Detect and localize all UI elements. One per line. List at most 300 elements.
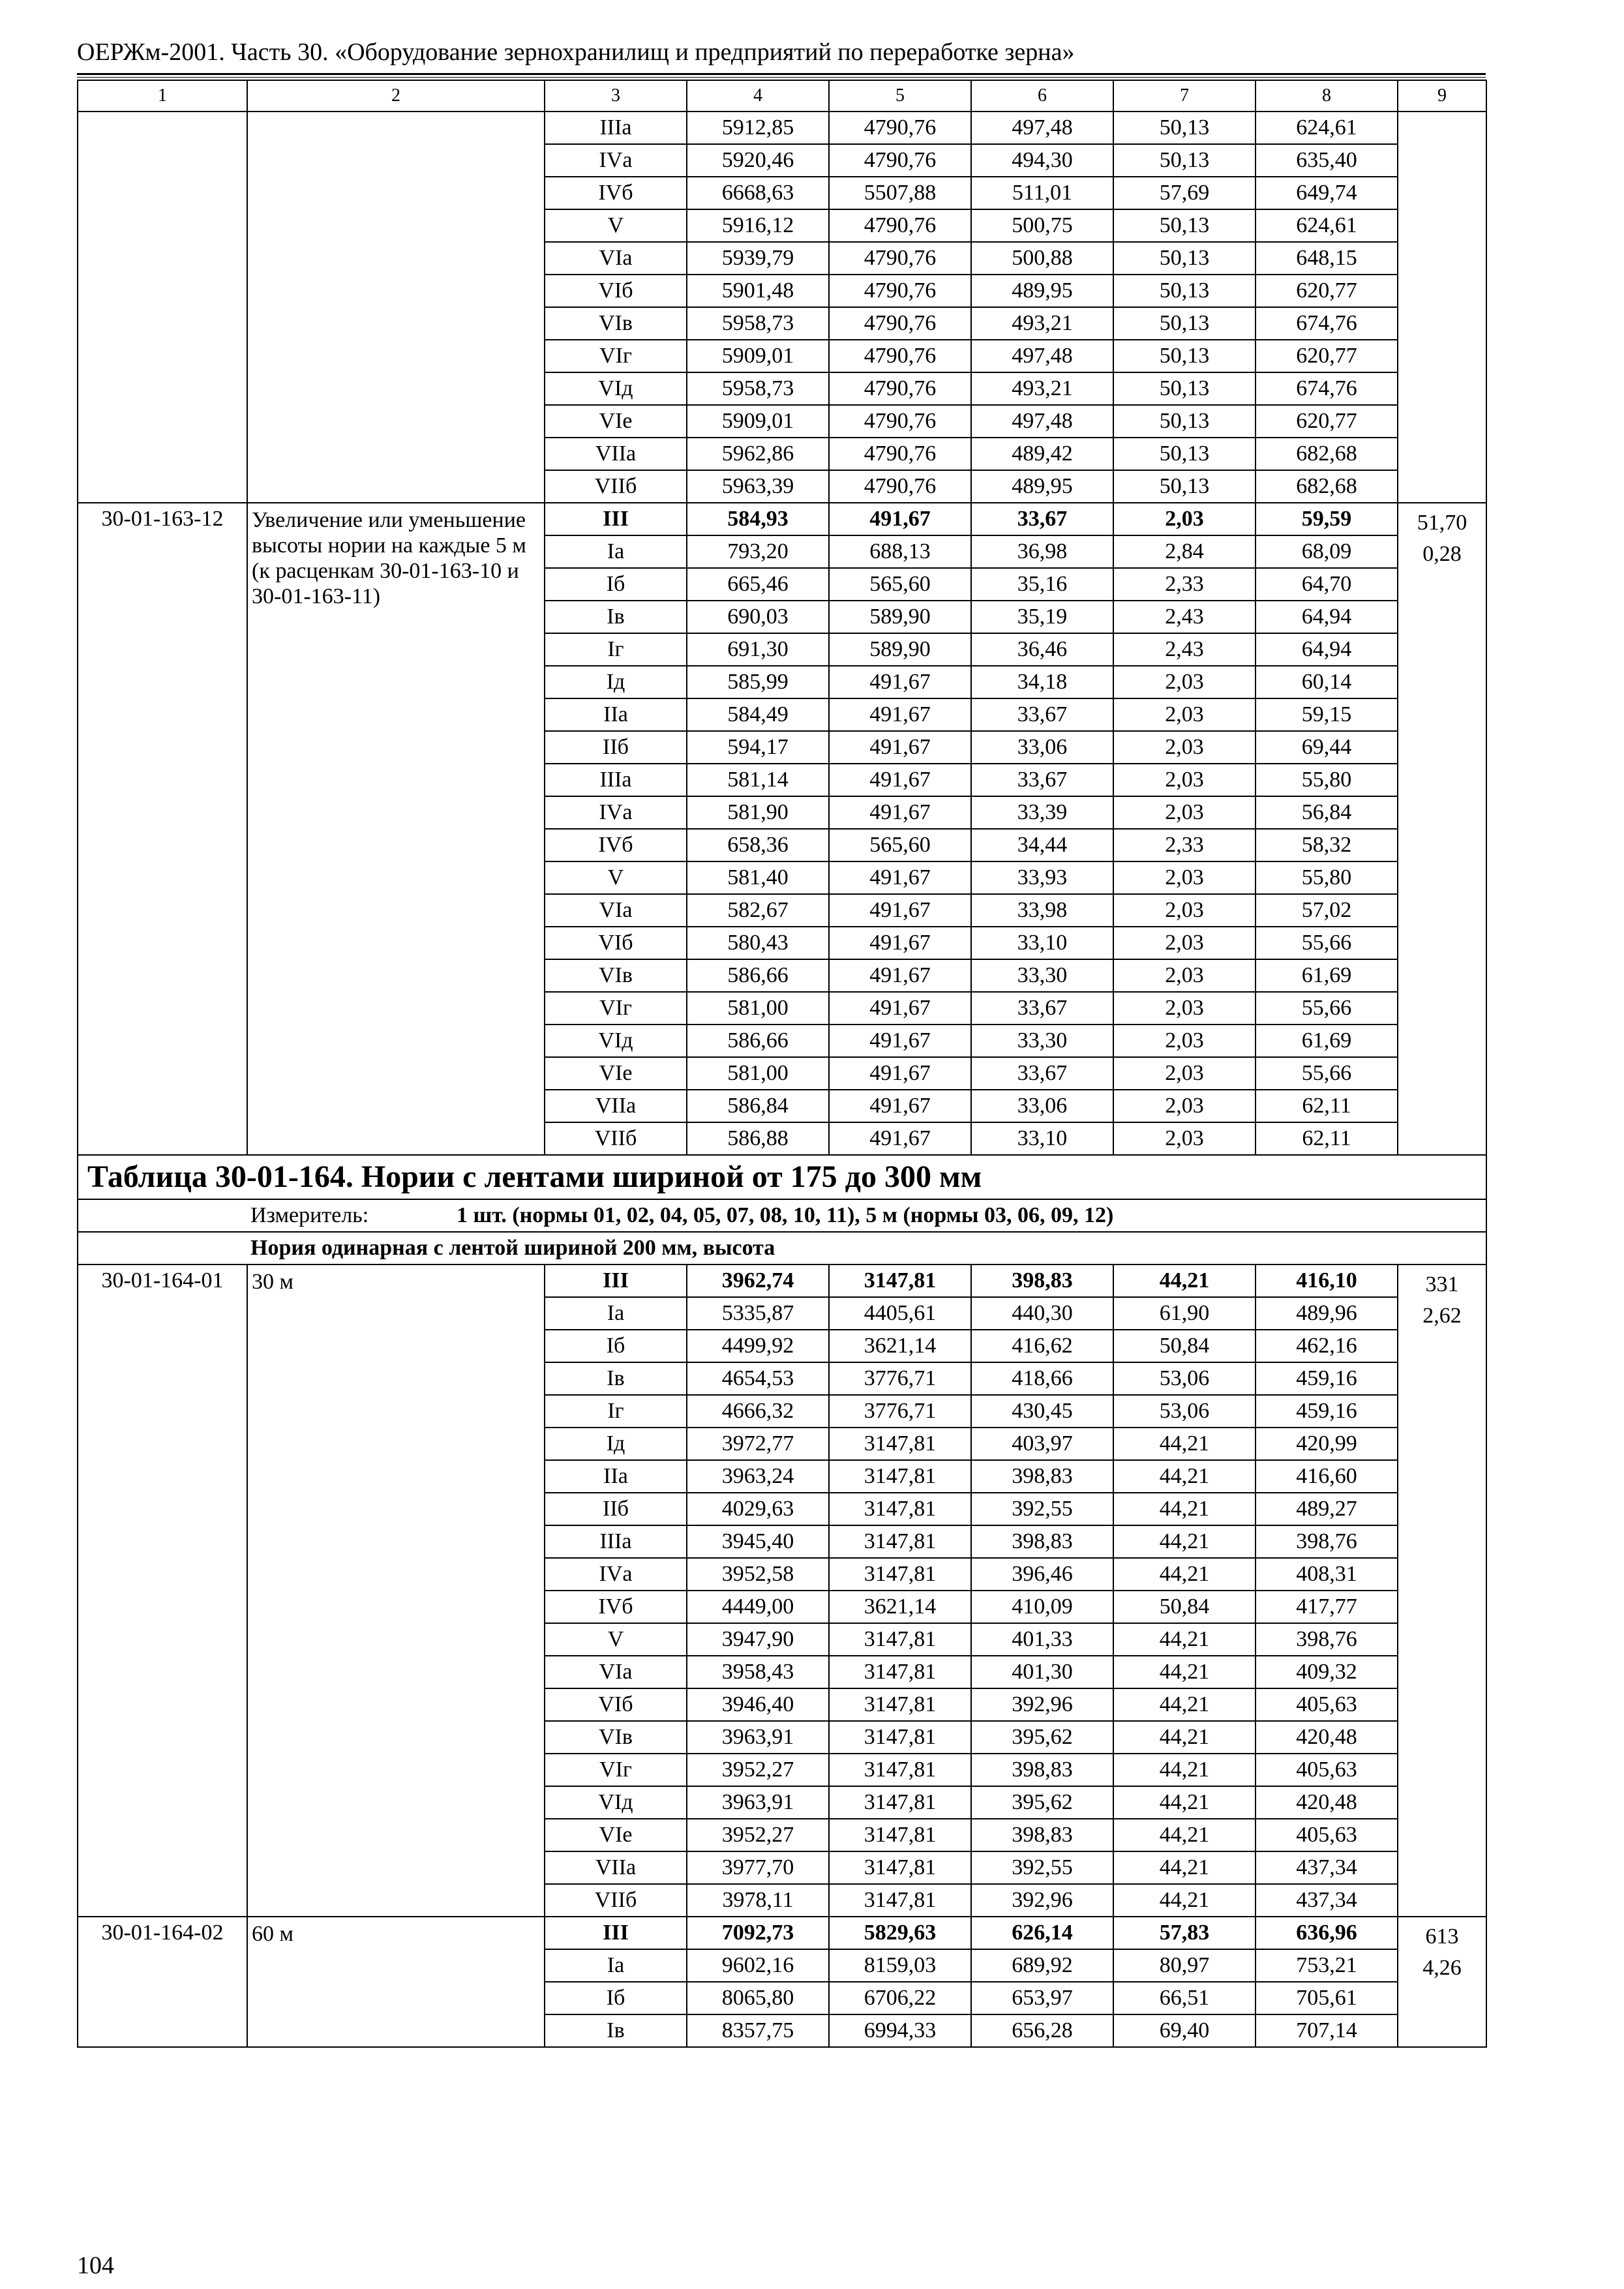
value-cell: 3978,11 [687,1884,829,1917]
value-cell: 416,62 [971,1330,1113,1362]
value-cell: 682,68 [1256,438,1398,470]
value-cell: 500,88 [971,242,1113,275]
value-cell: 581,90 [687,796,829,829]
value-cell: 649,74 [1256,177,1398,209]
value-cell: 55,66 [1256,927,1398,959]
value-cell: 50,13 [1113,242,1256,275]
value-cell: 3776,71 [829,1362,971,1395]
value-cell: 3147,81 [829,1688,971,1721]
value-cell: 3972,77 [687,1428,829,1460]
value-cell: 392,55 [971,1493,1113,1525]
value-cell: 489,95 [971,275,1113,307]
value-cell: 44,21 [1113,1558,1256,1591]
value-cell: 420,48 [1256,1786,1398,1819]
value-cell: 408,31 [1256,1558,1398,1591]
zone-cell: VIа [545,1656,687,1688]
value-cell: 33,67 [971,1057,1113,1090]
value-cell: 491,67 [829,861,971,894]
value-cell: 392,55 [971,1851,1113,1884]
value-cell: 497,48 [971,405,1113,438]
value-cell: 674,76 [1256,372,1398,405]
value-cell: 6994,33 [829,2014,971,2047]
value-cell: 4790,76 [829,144,971,177]
value-cell: 491,67 [829,1025,971,1057]
value-cell: 491,67 [829,992,971,1025]
value-cell: 5912,85 [687,112,829,144]
value-cell: 33,93 [971,861,1113,894]
value-cell: 430,45 [971,1395,1113,1428]
value-cell: 5920,46 [687,144,829,177]
value-cell: 3147,81 [829,1558,971,1591]
value-cell: 60,14 [1256,666,1398,698]
zone-cell: Iв [545,2014,687,2047]
value-cell: 398,83 [971,1754,1113,1786]
value-cell: 64,94 [1256,601,1398,633]
value-cell: 624,61 [1256,209,1398,242]
value-cell: 5962,86 [687,438,829,470]
value-cell: 44,21 [1113,1623,1256,1656]
value-cell: 416,10 [1256,1264,1398,1297]
value-cell: 491,67 [829,1057,971,1090]
value-cell: 44,21 [1113,1428,1256,1460]
value-cell: 491,67 [829,666,971,698]
value-cell: 5916,12 [687,209,829,242]
zone-cell: IIIа [545,1525,687,1558]
value-cell: 35,19 [971,601,1113,633]
value-cell: 3963,91 [687,1786,829,1819]
value-cell: 589,90 [829,601,971,633]
value-cell: 57,83 [1113,1917,1256,1949]
value-cell: 4790,76 [829,209,971,242]
value-cell: 57,02 [1256,894,1398,927]
norm-description: 30 м [247,1264,545,1917]
value-cell: 33,10 [971,927,1113,959]
value-cell: 3962,74 [687,1264,829,1297]
value-cell: 55,80 [1256,861,1398,894]
value-cell: 2,43 [1113,633,1256,666]
value-cell: 33,98 [971,894,1113,927]
zone-cell: IVб [545,1591,687,1623]
value-cell: 44,21 [1113,1721,1256,1754]
value-cell: 589,90 [829,633,971,666]
value-cell: 2,03 [1113,731,1256,764]
table-title: Таблица 30-01-164. Нории с лентами шириной от 175 до 300 мм [78,1155,1486,1199]
value-cell: 511,01 [971,177,1113,209]
value-cell: 44,21 [1113,1264,1256,1297]
column-number: 9 [1398,80,1486,112]
column-number: 8 [1256,80,1398,112]
value-cell: 2,03 [1113,1090,1256,1122]
value-cell: 3147,81 [829,1264,971,1297]
value-cell: 620,77 [1256,340,1398,372]
zone-cell: VIа [545,894,687,927]
value-cell: 491,67 [829,698,971,731]
column-number-row [78,80,1486,112]
value-cell: 398,83 [971,1819,1113,1851]
value-cell: 4790,76 [829,470,971,503]
zone-cell: VIд [545,1025,687,1057]
subheading-row [78,1232,1486,1264]
value-cell: 2,33 [1113,568,1256,601]
norm-code: 30-01-164-01 [78,1264,247,1917]
value-cell: 44,21 [1113,1460,1256,1493]
zone-cell: VIв [545,959,687,992]
zone-cell: V [545,1623,687,1656]
zone-cell: VIе [545,1057,687,1090]
table-row [78,1917,1486,1949]
value-cell: 491,67 [829,1122,971,1155]
value-cell: 3963,91 [687,1721,829,1754]
value-cell: 3947,90 [687,1623,829,1656]
value-cell: 398,76 [1256,1525,1398,1558]
value-cell: 582,67 [687,894,829,927]
value-cell: 62,11 [1256,1090,1398,1122]
norm-description: Увеличение или уменьшение высоты нории на каждые 5 м (к расценкам 30-01-163-10 и 30-01-163-11) [247,503,545,1155]
value-cell: 50,13 [1113,340,1256,372]
value-cell: 69,44 [1256,731,1398,764]
subheading: Нория одинарная с лентой шириной 200 мм, высота [78,1232,1486,1264]
value-cell: 5909,01 [687,340,829,372]
column-number: 2 [247,80,545,112]
zone-cell: VIа [545,242,687,275]
value-cell: 4666,32 [687,1395,829,1428]
zone-cell: VIе [545,1819,687,1851]
column9-value: 613 [1425,1924,1459,1949]
zone-cell: VIб [545,275,687,307]
value-cell: 497,48 [971,112,1113,144]
value-cell: 3621,14 [829,1330,971,1362]
value-cell: 58,32 [1256,829,1398,861]
value-cell: 5901,48 [687,275,829,307]
zone-cell: Iа [545,535,687,568]
value-cell: 50,13 [1113,144,1256,177]
value-cell: 403,97 [971,1428,1113,1460]
norms-table [77,80,1487,2048]
value-cell: 33,67 [971,764,1113,796]
value-cell: 5335,87 [687,1297,829,1330]
column9-value: 331 [1425,1272,1459,1296]
column9-value: 4,26 [1422,1956,1462,1980]
value-cell: 581,00 [687,1057,829,1090]
zone-cell: IVб [545,829,687,861]
zone-cell: IVа [545,1558,687,1591]
value-cell: 33,06 [971,1090,1113,1122]
value-cell: 8159,03 [829,1949,971,1982]
value-cell: 398,83 [971,1460,1113,1493]
column-number: 4 [687,80,829,112]
value-cell: 5963,39 [687,470,829,503]
value-cell: 584,49 [687,698,829,731]
zone-cell: IIа [545,698,687,731]
value-cell: 2,03 [1113,927,1256,959]
value-cell: 581,40 [687,861,829,894]
value-cell: 4790,76 [829,112,971,144]
zone-cell: VIб [545,1688,687,1721]
zone-cell: VIг [545,992,687,1025]
value-cell: 500,75 [971,209,1113,242]
value-cell: 57,69 [1113,177,1256,209]
zone-cell: IIб [545,1493,687,1525]
value-cell: 3776,71 [829,1395,971,1428]
zone-cell: VIIб [545,470,687,503]
value-cell: 3147,81 [829,1884,971,1917]
value-cell: 69,40 [1113,2014,1256,2047]
value-cell: 491,67 [829,894,971,927]
value-cell: 56,84 [1256,796,1398,829]
norm-description [247,112,545,503]
value-cell: 3147,81 [829,1656,971,1688]
measure-label: Измеритель: [250,1203,369,1227]
value-cell: 3147,81 [829,1851,971,1884]
value-cell: 4790,76 [829,438,971,470]
value-cell: 6668,63 [687,177,829,209]
value-cell: 3147,81 [829,1493,971,1525]
value-cell: 3952,27 [687,1819,829,1851]
value-cell: 682,68 [1256,470,1398,503]
value-cell: 565,60 [829,568,971,601]
value-cell: 59,15 [1256,698,1398,731]
zone-cell: V [545,209,687,242]
value-cell: 44,21 [1113,1493,1256,1525]
zone-cell: VIIа [545,438,687,470]
header-rule-thin [77,77,1486,78]
column-number: 7 [1113,80,1256,112]
value-cell: 34,18 [971,666,1113,698]
value-cell: 33,06 [971,731,1113,764]
value-cell: 36,98 [971,535,1113,568]
measure-value: 1 шт. (нормы 01, 02, 04, 05, 07, 08, 10, 11), 5 м (нормы 03, 06, 09, 12) [457,1203,1114,1227]
value-cell: 491,67 [829,959,971,992]
value-cell: 489,42 [971,438,1113,470]
value-cell: 3952,27 [687,1754,829,1786]
value-cell: 658,36 [687,829,829,861]
value-cell: 2,03 [1113,698,1256,731]
value-cell: 44,21 [1113,1754,1256,1786]
column-number: 6 [971,80,1113,112]
column9-values [1398,1264,1486,1917]
column9-value: 0,28 [1422,542,1462,566]
value-cell: 707,14 [1256,2014,1398,2047]
column-number: 5 [829,80,971,112]
zone-cell: Iб [545,1330,687,1362]
value-cell: 2,03 [1113,861,1256,894]
zone-cell: Iд [545,1428,687,1460]
value-cell: 44,21 [1113,1525,1256,1558]
value-cell: 635,40 [1256,144,1398,177]
header-rule-thick [77,73,1486,75]
value-cell: 3963,24 [687,1460,829,1493]
zone-cell: VIе [545,405,687,438]
zone-cell: III [545,503,687,535]
value-cell: 3958,43 [687,1656,829,1688]
value-cell: 4790,76 [829,307,971,340]
value-cell: 4654,53 [687,1362,829,1395]
value-cell: 491,67 [829,1090,971,1122]
value-cell: 586,84 [687,1090,829,1122]
value-cell: 401,33 [971,1623,1113,1656]
value-cell: 3621,14 [829,1591,971,1623]
zone-cell: IVа [545,144,687,177]
value-cell: 50,13 [1113,372,1256,405]
value-cell: 462,16 [1256,1330,1398,1362]
column9-value: 51,70 [1417,511,1467,535]
value-cell: 626,14 [971,1917,1113,1949]
value-cell: 3952,58 [687,1558,829,1591]
value-cell: 34,44 [971,829,1113,861]
value-cell: 493,21 [971,307,1113,340]
value-cell: 50,84 [1113,1330,1256,1362]
value-cell: 584,93 [687,503,829,535]
value-cell: 5507,88 [829,177,971,209]
value-cell: 2,03 [1113,894,1256,927]
value-cell: 437,34 [1256,1851,1398,1884]
value-cell: 59,59 [1256,503,1398,535]
value-cell: 491,67 [829,927,971,959]
value-cell: 4405,61 [829,1297,971,1330]
zone-cell: IVб [545,177,687,209]
table-title-row [78,1155,1486,1199]
value-cell: 5958,73 [687,372,829,405]
value-cell: 689,92 [971,1949,1113,1982]
value-cell: 2,03 [1113,992,1256,1025]
zone-cell: VIб [545,927,687,959]
zone-cell: Iг [545,1395,687,1428]
column9-values [1398,112,1486,503]
value-cell: 4499,92 [687,1330,829,1362]
value-cell: 2,03 [1113,764,1256,796]
value-cell: 620,77 [1256,275,1398,307]
zone-cell: Iа [545,1297,687,1330]
value-cell: 61,69 [1256,959,1398,992]
value-cell: 4790,76 [829,372,971,405]
value-cell: 459,16 [1256,1362,1398,1395]
value-cell: 690,03 [687,601,829,633]
value-cell: 3147,81 [829,1623,971,1656]
value-cell: 50,13 [1113,405,1256,438]
value-cell: 33,67 [971,503,1113,535]
value-cell: 50,13 [1113,470,1256,503]
value-cell: 50,13 [1113,209,1256,242]
value-cell: 61,90 [1113,1297,1256,1330]
value-cell: 5909,01 [687,405,829,438]
value-cell: 392,96 [971,1884,1113,1917]
value-cell: 33,67 [971,698,1113,731]
value-cell: 653,97 [971,1982,1113,2014]
value-cell: 493,21 [971,372,1113,405]
value-cell: 409,32 [1256,1656,1398,1688]
value-cell: 565,60 [829,829,971,861]
value-cell: 459,16 [1256,1395,1398,1428]
value-cell: 753,21 [1256,1949,1398,1982]
value-cell: 8357,75 [687,2014,829,2047]
value-cell: 64,70 [1256,568,1398,601]
value-cell: 68,09 [1256,535,1398,568]
zone-cell: Iб [545,568,687,601]
norm-description: 60 м [247,1917,545,2047]
value-cell: 2,84 [1113,535,1256,568]
zone-cell: IIIа [545,764,687,796]
table-row [78,112,1486,144]
zone-cell: VIв [545,307,687,340]
column-number: 1 [78,80,247,112]
value-cell: 4449,00 [687,1591,829,1623]
value-cell: 44,21 [1113,1786,1256,1819]
value-cell: 405,63 [1256,1819,1398,1851]
value-cell: 489,27 [1256,1493,1398,1525]
value-cell: 5829,63 [829,1917,971,1949]
value-cell: 33,67 [971,992,1113,1025]
value-cell: 395,62 [971,1721,1113,1754]
value-cell: 64,94 [1256,633,1398,666]
value-cell: 44,21 [1113,1851,1256,1884]
column-number: 3 [545,80,687,112]
value-cell: 405,63 [1256,1688,1398,1721]
value-cell: 648,15 [1256,242,1398,275]
value-cell: 581,14 [687,764,829,796]
zone-cell: Iа [545,1949,687,1982]
value-cell: 491,67 [829,796,971,829]
zone-cell: VIIа [545,1851,687,1884]
zone-cell: VIг [545,340,687,372]
zone-cell: Iв [545,601,687,633]
value-cell: 656,28 [971,2014,1113,2047]
value-cell: 624,61 [1256,112,1398,144]
value-cell: 4790,76 [829,405,971,438]
value-cell: 2,03 [1113,796,1256,829]
value-cell: 8065,80 [687,1982,829,2014]
value-cell: 420,99 [1256,1428,1398,1460]
zone-cell: Iб [545,1982,687,2014]
value-cell: 620,77 [1256,405,1398,438]
value-cell: 437,34 [1256,1884,1398,1917]
table-row [78,1264,1486,1297]
value-cell: 2,03 [1113,503,1256,535]
value-cell: 491,67 [829,503,971,535]
zone-cell: Iд [545,666,687,698]
value-cell: 2,33 [1113,829,1256,861]
value-cell: 2,03 [1113,1025,1256,1057]
value-cell: 691,30 [687,633,829,666]
value-cell: 395,62 [971,1786,1113,1819]
value-cell: 636,96 [1256,1917,1398,1949]
norm-code [78,112,247,503]
value-cell: 35,16 [971,568,1113,601]
value-cell: 417,77 [1256,1591,1398,1623]
value-cell: 586,66 [687,1025,829,1057]
value-cell: 80,97 [1113,1949,1256,1982]
zone-cell: Iг [545,633,687,666]
zone-cell: IVа [545,796,687,829]
value-cell: 3147,81 [829,1721,971,1754]
value-cell: 33,10 [971,1122,1113,1155]
value-cell: 36,46 [971,633,1113,666]
value-cell: 50,13 [1113,438,1256,470]
norm-code: 30-01-163-12 [78,503,247,1155]
value-cell: 4790,76 [829,242,971,275]
value-cell: 440,30 [971,1297,1113,1330]
zone-cell: IIб [545,731,687,764]
value-cell: 665,46 [687,568,829,601]
value-cell: 3147,81 [829,1428,971,1460]
value-cell: 5958,73 [687,307,829,340]
zone-cell: III [545,1917,687,1949]
zone-cell: VIд [545,372,687,405]
value-cell: 9602,16 [687,1949,829,1982]
value-cell: 3945,40 [687,1525,829,1558]
value-cell: 4029,63 [687,1493,829,1525]
value-cell: 44,21 [1113,1884,1256,1917]
value-cell: 33,39 [971,796,1113,829]
